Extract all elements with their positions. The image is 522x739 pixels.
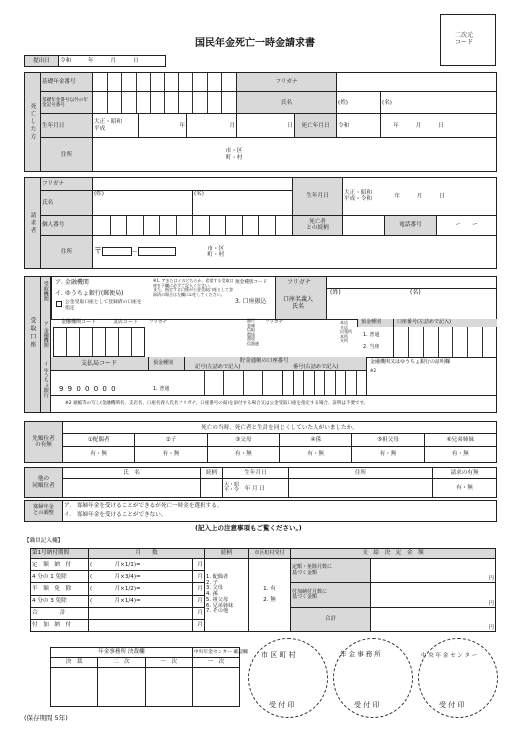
- submit-date-label: 提出日: [25, 56, 59, 67]
- period-formula-5[interactable]: [89, 619, 193, 631]
- center-stamp-label: 中 央 年 金 セ ン タ ー: [421, 653, 478, 659]
- branch-types: 本店 支店 出張所 本所 支所: [340, 320, 352, 344]
- deceased-section: [24, 72, 497, 172]
- other-label: 他の 同順位者: [25, 468, 63, 498]
- period-row-2: 半 額 免 除: [31, 583, 89, 595]
- period-unit-3: 月: [193, 595, 205, 607]
- total-input[interactable]: 円: [371, 607, 496, 631]
- claimant-name-label: 氏名: [41, 191, 93, 215]
- period-formula-0[interactable]: ( 月×1/1)=: [89, 559, 193, 571]
- period-row-4: 合 計: [31, 607, 89, 619]
- claimant-given-input[interactable]: (名): [193, 191, 293, 215]
- office-stamp-receipt: 受 付 印: [354, 701, 380, 709]
- other-name-input[interactable]: [63, 479, 201, 498]
- other-name-header: 氏 名: [63, 468, 201, 479]
- period-row-5: 付 加 納 付: [31, 619, 89, 631]
- other-birth-header: 生年月日: [223, 468, 289, 479]
- claimant-address-label: 住所: [41, 235, 93, 268]
- period-unit-1: 月: [193, 571, 205, 583]
- deceased-birth-year[interactable]: 年: [139, 114, 187, 138]
- deceased-furigana-input[interactable]: [337, 73, 497, 92]
- period-row-0: 定 額 納 付: [31, 559, 89, 571]
- additional-amount-label: 付加納付月数に 基づく金額: [291, 583, 371, 607]
- number-input[interactable]: [283, 371, 367, 395]
- deposit-type2-label: 預金種別: [153, 360, 174, 366]
- office-relation-label: 続柄: [205, 549, 249, 559]
- priority-grandchild-yn[interactable]: 有・無: [279, 446, 351, 462]
- widow-label: 寡婦年金 との調整: [25, 501, 63, 522]
- public-account-note: 公金受取口座として登録済の口座を指定: [65, 300, 142, 311]
- deceased-name-label: 氏名: [237, 92, 337, 114]
- deposit-code-label: 預金種別コード: [235, 280, 268, 285]
- holder-label: 口座名義人 氏名: [283, 296, 314, 310]
- other-address-input[interactable]: [289, 479, 433, 498]
- holder-surname[interactable]: (姓): [330, 289, 341, 296]
- account-divider-3: [51, 395, 497, 396]
- priority-spouse: ①配偶者: [63, 434, 135, 446]
- deceased-surname-input[interactable]: (姓): [337, 92, 381, 114]
- office-approval-label: 年金事務所 決裁欄: [51, 648, 193, 658]
- center-stamp-circle: [418, 638, 498, 718]
- deceased-birth-era[interactable]: 大正・昭和 平成: [93, 114, 139, 138]
- ordinary2-option[interactable]: 1. 普通: [153, 386, 170, 392]
- niji-label: 二 次: [98, 658, 145, 668]
- other-address-header: 住所: [289, 468, 433, 479]
- additional-amount-input[interactable]: 円: [371, 583, 496, 607]
- priority-child-yn[interactable]: 有・無: [135, 446, 207, 462]
- death-date-era[interactable]: 令和: [337, 114, 381, 138]
- fixed-amount-input[interactable]: 円: [371, 559, 496, 583]
- branch-code-label: 支店コード: [113, 319, 139, 325]
- office-table: [30, 548, 496, 632]
- deceased-birth-month[interactable]: 月: [187, 114, 237, 138]
- holder-furigana-label: フリガナ: [287, 279, 311, 286]
- deceased-birth-day[interactable]: 日: [237, 114, 295, 138]
- other-claim-header: 請求の有無: [433, 468, 497, 479]
- center-ichiji-label: 一 次: [192, 658, 239, 668]
- post-option[interactable]: イ. ゆうちょ銀行(郵便局): [55, 290, 124, 297]
- row-a-label: ア 金融機関: [42, 321, 49, 348]
- priority-siblings-yn[interactable]: 有・無: [424, 446, 496, 462]
- qr-code-box: [440, 14, 496, 66]
- bank-code-input[interactable]: [53, 327, 145, 357]
- post-code-label: 支払局コード: [81, 360, 118, 367]
- account-no-input[interactable]: [393, 327, 497, 357]
- mark-label: 記号(左詰めで記入): [195, 364, 241, 370]
- relation-options[interactable]: 1. 配偶者 2. 子 3. 父母 4. 孫 5. 祖父母 6. 兄弟姉妹 7. その他: [205, 559, 249, 632]
- cert-note: ※2: [370, 368, 377, 373]
- deceased-address-input[interactable]: 市・区 町・村: [93, 138, 497, 172]
- personal-no-input[interactable]: [93, 215, 293, 235]
- office-stamp-label: 年 金 事 務 所: [340, 650, 381, 658]
- months-label: 月 数: [89, 549, 205, 559]
- center-stamp[interactable]: [192, 668, 239, 707]
- transfer-kind: 3. 口座振込: [235, 298, 267, 305]
- claimant-birth-label: 生年月日: [293, 178, 343, 216]
- account-section: [24, 276, 497, 413]
- current-option[interactable]: 2. 当座: [363, 344, 380, 350]
- account-no-label: 口座番号(左詰めで記入): [397, 319, 451, 325]
- deceased-furigana-label: フリガナ: [237, 73, 337, 92]
- post-code-value: 9 9 0 0 0 0 0: [59, 385, 117, 393]
- phone-label: 電話番号: [385, 215, 437, 235]
- period-formula-2[interactable]: ( 月×1/2)=: [89, 583, 193, 595]
- widow-option-a[interactable]: ア. 寡婦年金を受けることができるが死亡一時金を選択する。: [64, 503, 223, 510]
- relation-input[interactable]: [343, 215, 385, 235]
- period-formula-3[interactable]: ( 月×1/4)=: [89, 595, 193, 607]
- pension-sub-label: 基礎年金番号以外の年金記号番号: [41, 92, 93, 114]
- receipt-yes[interactable]: 1. 有: [263, 585, 276, 592]
- deceased-given-input[interactable]: (名): [381, 92, 497, 114]
- period-unit-4: 月: [193, 607, 205, 619]
- bank-code-label: 金融機関コード: [61, 319, 97, 325]
- ordinary-option[interactable]: 1. 普通: [363, 332, 380, 338]
- deceased-address-label: 住所: [41, 138, 93, 172]
- relation-label: 死亡者 との続柄: [293, 215, 343, 235]
- org-label: 受取機関: [42, 281, 49, 301]
- city-receipt-label: 市区町村受付: [249, 549, 291, 559]
- mark-input[interactable]: [185, 371, 283, 395]
- center-approval-label: 中央年金センター 確認欄: [192, 648, 239, 658]
- other-relation-input[interactable]: [201, 479, 223, 498]
- city-stamp-circle: [248, 638, 328, 718]
- period-unit-2: 月: [193, 583, 205, 595]
- account-section-label: 受取口座: [28, 317, 36, 349]
- kessai-label: 決 裁: [51, 658, 98, 668]
- total-label: 合計: [291, 607, 371, 631]
- claimant-address-input[interactable]: 〒 ー 市・区 町・村: [93, 235, 497, 268]
- claimant-section-label: 請求者: [25, 178, 41, 269]
- office-stamp-circle: [333, 638, 413, 718]
- public-account-checkbox[interactable]: [56, 301, 62, 307]
- retention-note: (保存期間 5年): [24, 714, 68, 722]
- note1: ※1. アまたはイのどちらか、希望する受取口座を下欄に必ずご記入ください。 また、指定する口座が公金受取口座として登録済の場合は左欄に☑をしてください。: [153, 278, 234, 297]
- claimant-section: [24, 177, 497, 269]
- receipt-no[interactable]: 2. 無: [263, 597, 276, 604]
- priority-parents: ③父母: [207, 434, 279, 446]
- account-vline: [51, 277, 52, 319]
- priority-siblings: ⑥兄弟姉妹: [424, 434, 496, 446]
- first-period-label: 第1号納付期間: [31, 549, 89, 559]
- priority-grandparents-yn[interactable]: 有・無: [352, 446, 424, 462]
- holder-given[interactable]: (名): [410, 289, 421, 296]
- branch-furigana: フリガナ: [265, 320, 284, 325]
- ichiji-label: 一 次: [145, 658, 192, 668]
- pension-no-input[interactable]: [93, 73, 237, 92]
- priority-spouse-yn[interactable]: 有・無: [63, 446, 135, 462]
- office-header: 【職員記入欄】: [24, 538, 64, 544]
- bank-option[interactable]: ア. 金融機関: [55, 279, 89, 286]
- form-title: 国民年金死亡一時金請求書: [195, 38, 315, 49]
- period-unit-5: 月: [193, 619, 205, 631]
- approval-table: [50, 647, 248, 707]
- city-stamp-label: 市 区 町 村: [261, 651, 296, 659]
- priority-label: 先順位者 の有無: [25, 422, 63, 463]
- period-row-1: 4 分の 1 免除: [31, 571, 89, 583]
- deceased-birth-label: 生年月日: [41, 114, 93, 138]
- account-footnote: ※2 通帳等の写し(金融機関名、支店名、口座名義人氏名フリガナ、口座番号の面)を添付する場合又は公金受取口座を指定する場合、証明は不要です。: [65, 401, 369, 406]
- pension-no-label: 基礎年金番号: [41, 73, 93, 92]
- submit-date-row: [24, 55, 166, 67]
- decision-label: 支 給 決 定 金 額: [291, 549, 496, 559]
- period-unit-0: 月: [193, 559, 205, 571]
- number-label: 番号(右詰めで記入): [293, 364, 339, 370]
- ichiji-stamp[interactable]: [145, 668, 192, 707]
- pension-sub-input[interactable]: [93, 92, 237, 114]
- fixed-amount-label: 定額・免除月数に 基づく金額: [291, 559, 371, 583]
- other-birth-input[interactable]: 大・昭 平・令 年 月 日: [223, 479, 289, 498]
- priority-child: ②子: [135, 434, 207, 446]
- bank-furigana: フリガナ: [149, 320, 168, 325]
- death-date-label: 死亡年月日: [295, 114, 337, 138]
- other-section: [24, 467, 497, 498]
- phone-input[interactable]: ー ー: [437, 215, 497, 235]
- other-claim-yn[interactable]: 有・無: [433, 479, 497, 498]
- priority-section: [24, 421, 497, 463]
- widow-section: [24, 500, 497, 522]
- kessai-stamp[interactable]: [51, 668, 98, 707]
- priority-grandchild: ④孫: [279, 434, 351, 446]
- period-formula-1[interactable]: ( 月×3/4)=: [89, 571, 193, 583]
- deposit-type-label: 預金種別: [361, 319, 382, 325]
- personal-no-label: 個人番号: [41, 215, 93, 235]
- claimant-furigana-label: フリガナ: [41, 178, 93, 191]
- notice-text: (記入上の注意事項もご覧ください。): [195, 524, 302, 532]
- claimant-birth-input[interactable]: 大正・昭和 平成・令和 年 月 日: [343, 178, 497, 216]
- city-stamp-receipt: 受 付 印: [269, 701, 295, 709]
- cert-label: 金融機関又はゆうちょ銀行の証明欄: [370, 359, 451, 365]
- period-formula-4[interactable]: [89, 607, 193, 619]
- qr-code-label: 二次元 コード: [455, 32, 474, 46]
- submit-date-field[interactable]: 令和 年 月 日: [59, 56, 166, 67]
- niji-stamp[interactable]: [98, 668, 145, 707]
- other-relation-header: 続柄: [201, 468, 223, 479]
- priority-parents-yn[interactable]: 有・無: [207, 446, 279, 462]
- period-row-3: 4 分の 3 免除: [31, 595, 89, 607]
- row-b-label: イ ゆうちょ銀行: [42, 361, 49, 398]
- priority-header: 死亡の当時、死亡者と生計を同じくしていた人がいましたか。: [63, 422, 497, 434]
- claimant-surname-input[interactable]: (姓): [93, 191, 193, 215]
- passbook-label: 貯金通帳の口座番号: [240, 358, 289, 364]
- deceased-section-label: 死亡した方: [25, 73, 41, 172]
- claimant-furigana-input[interactable]: [93, 178, 293, 191]
- death-date-input[interactable]: 年 月 日: [381, 114, 497, 138]
- widow-option-b[interactable]: イ. 寡婦年金を受けることができない。: [64, 512, 167, 518]
- priority-grandparents: ⑤祖父母: [352, 434, 424, 446]
- center-stamp-receipt: 受 付 印: [439, 701, 465, 709]
- bank-types: 銀行 金庫 信組 農協 漁協 信漁連: [247, 318, 259, 346]
